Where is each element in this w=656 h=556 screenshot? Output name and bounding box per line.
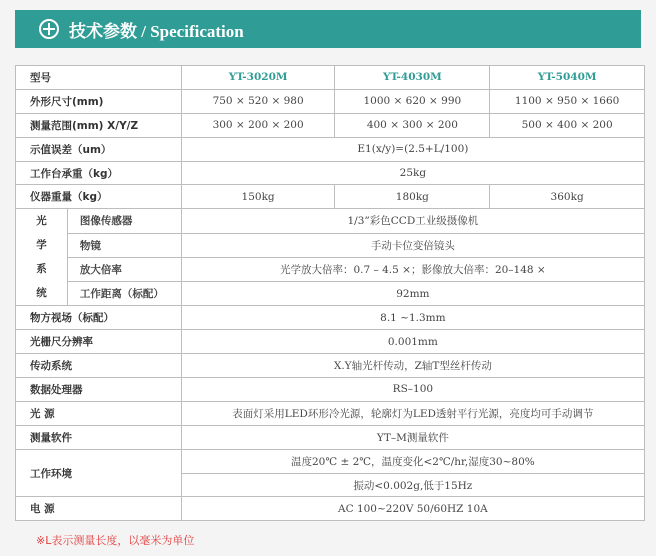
processor-value: RS–100 xyxy=(181,378,644,402)
table-row xyxy=(16,449,645,473)
weight-value: 150kg xyxy=(181,185,335,209)
sensor-label: 图像传感器 xyxy=(67,209,181,233)
table-row xyxy=(16,209,645,233)
fov-value: 8.1 ~1.3mm xyxy=(181,306,644,330)
table-row xyxy=(16,330,645,354)
table-row xyxy=(16,378,645,402)
table-row xyxy=(16,185,645,209)
footnote: ※L表示测量长度，以毫米为单位 xyxy=(36,534,195,547)
optics-group-char: 学 xyxy=(36,239,47,252)
weight-label: 仪器重量（kg） xyxy=(16,185,182,209)
power-label: 电 源 xyxy=(16,497,182,521)
software-value: YT–M测量软件 xyxy=(181,425,644,449)
section-header xyxy=(15,10,641,48)
table-row xyxy=(16,282,645,306)
table-row xyxy=(16,89,645,113)
resolution-label: 光栅尺分辨率 xyxy=(16,330,182,354)
table-row xyxy=(16,257,645,281)
power-value: AC 100~220V 50/60HZ 10A xyxy=(181,497,644,521)
table-load-value: 25kg xyxy=(181,161,644,185)
mag-label: 放大倍率 xyxy=(67,257,181,281)
table-row xyxy=(16,113,645,137)
table-row xyxy=(16,137,645,161)
dims-value: 750 × 520 × 980 xyxy=(181,89,335,113)
dims-label: 外形尺寸(mm) xyxy=(16,89,182,113)
range-value: 300 × 200 × 200 xyxy=(181,113,335,137)
spec-table xyxy=(15,65,645,521)
wd-label: 工作距离（标配） xyxy=(67,282,181,306)
fov-label: 物方视场（标配） xyxy=(16,306,182,330)
table-row xyxy=(16,425,645,449)
table-row xyxy=(16,233,645,257)
error-label: 示值误差（um） xyxy=(16,137,182,161)
table-row xyxy=(16,497,645,521)
env-vibration-value: 振动<0.002g,低于15Hz xyxy=(181,473,644,497)
sensor-value: 1/3”彩色CCD工业级摄像机 xyxy=(181,209,644,233)
optics-group-char: 统 xyxy=(36,287,47,300)
lens-value: 手动卡位变倍镜头 xyxy=(181,233,644,257)
optics-group-char: 光 xyxy=(36,215,47,228)
env-label: 工作环境 xyxy=(16,449,182,497)
resolution-value: 0.001mm xyxy=(181,330,644,354)
section-title: 技术参数 / Specification xyxy=(69,21,244,41)
light-value: 表面灯采用LED环形冷光源，轮廓灯为LED透射平行光源，亮度均可手动调节 xyxy=(181,401,644,425)
table-row xyxy=(16,354,645,378)
dims-value: 1000 × 620 × 990 xyxy=(335,89,490,113)
weight-value: 360kg xyxy=(490,185,645,209)
processor-label: 数据处理器 xyxy=(16,378,182,402)
range-label: 测量范围(mm) X/Y/Z xyxy=(16,113,182,137)
table-load-label: 工作台承重（kg） xyxy=(16,161,182,185)
mag-value: 光学放大倍率：0.7 – 4.5 ×；影像放大倍率：20–148 × xyxy=(181,257,644,281)
optics-group-label xyxy=(16,209,68,306)
model-name: YT-5040M xyxy=(490,66,645,90)
range-value: 500 × 400 × 200 xyxy=(490,113,645,137)
model-name: YT-3020M xyxy=(181,66,335,90)
light-label: 光 源 xyxy=(16,401,182,425)
error-value: E1(x/y)=(2.5+L/100) xyxy=(181,137,644,161)
model-name: YT-4030M xyxy=(335,66,490,90)
table-row xyxy=(16,161,645,185)
drive-label: 传动系统 xyxy=(16,354,182,378)
optics-group-char: 系 xyxy=(36,263,47,276)
wd-value: 92mm xyxy=(181,282,644,306)
table-row xyxy=(16,401,645,425)
dims-value: 1100 × 950 × 1660 xyxy=(490,89,645,113)
circle-plus-icon xyxy=(39,19,59,39)
model-label: 型号 xyxy=(16,66,182,90)
weight-value: 180kg xyxy=(335,185,490,209)
lens-label: 物镜 xyxy=(67,233,181,257)
table-row xyxy=(16,66,645,90)
env-temp-value: 温度20℃ ± 2℃，温度变化<2℃/hr,湿度30~80% xyxy=(181,449,644,473)
drive-value: X.Y轴光杆传动，Z轴T型丝杆传动 xyxy=(181,354,644,378)
range-value: 400 × 300 × 200 xyxy=(335,113,490,137)
software-label: 测量软件 xyxy=(16,425,182,449)
table-row xyxy=(16,306,645,330)
